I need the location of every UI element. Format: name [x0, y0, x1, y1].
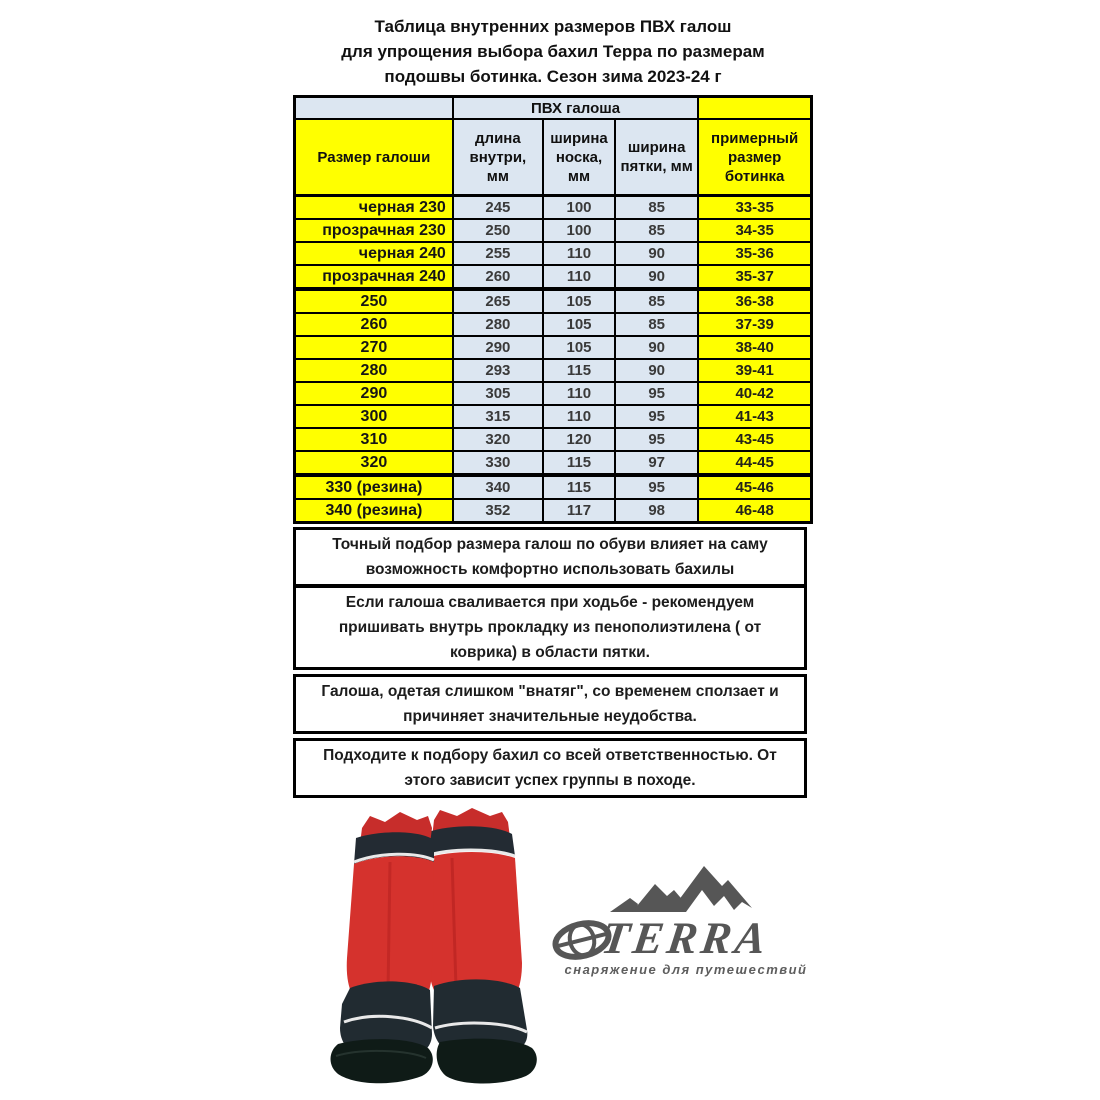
cell-boot-size: 41-43	[698, 405, 811, 428]
gaiter-right-leg	[426, 808, 537, 1084]
cell-heel-width: 90	[615, 336, 698, 359]
cell-length-inner: 330	[453, 451, 543, 475]
column-header-toe-width: ширина носка, мм	[543, 119, 615, 196]
cell-boot-size: 46-48	[698, 499, 811, 523]
cell-boot-size: 40-42	[698, 382, 811, 405]
gaiters-illustration	[322, 798, 547, 1093]
cell-toe-width: 100	[543, 219, 615, 242]
title-line-1: Таблица внутренних размеров ПВХ галош	[374, 17, 732, 36]
terra-logo	[552, 860, 812, 985]
cell-length-inner: 320	[453, 428, 543, 451]
column-header-heel-width: ширина пятки, мм	[615, 119, 698, 196]
table-row	[295, 451, 812, 475]
cell-length-inner: 280	[453, 313, 543, 336]
cell-boot-size: 36-38	[698, 289, 811, 313]
cell-heel-width: 97	[615, 451, 698, 475]
table-row	[295, 475, 812, 499]
cell-toe-width: 120	[543, 428, 615, 451]
table-row	[295, 359, 812, 382]
column-header-length-inner: длина внутри, мм	[453, 119, 543, 196]
table-row	[295, 219, 812, 242]
cell-length-inner: 293	[453, 359, 543, 382]
table-row	[295, 289, 812, 313]
cell-boot-size: 44-45	[698, 451, 811, 475]
cell-toe-width: 100	[543, 196, 615, 220]
cell-length-inner: 352	[453, 499, 543, 523]
cell-galosh-size: 320	[295, 451, 453, 475]
cell-boot-size: 43-45	[698, 428, 811, 451]
cell-galosh-size: 270	[295, 336, 453, 359]
cell-heel-width: 85	[615, 289, 698, 313]
cell-toe-width: 105	[543, 336, 615, 359]
mountains-icon	[610, 866, 752, 912]
gaiters-photo	[322, 798, 547, 1093]
column-header-size-label: Размер галоши	[295, 119, 453, 196]
cell-toe-width: 110	[543, 405, 615, 428]
cell-toe-width: 105	[543, 313, 615, 336]
cell-boot-size: 37-39	[698, 313, 811, 336]
cell-galosh-size: 290	[295, 382, 453, 405]
cell-galosh-size: 250	[295, 289, 453, 313]
table-row	[295, 242, 812, 265]
cell-heel-width: 85	[615, 313, 698, 336]
cell-heel-width: 98	[615, 499, 698, 523]
brand-name: TERRA	[598, 913, 774, 963]
cell-length-inner: 265	[453, 289, 543, 313]
cell-galosh-size: 280	[295, 359, 453, 382]
cell-heel-width: 95	[615, 382, 698, 405]
table-row	[295, 428, 812, 451]
cell-boot-size: 34-35	[698, 219, 811, 242]
cell-galosh-size: прозрачная 230	[295, 219, 453, 242]
cell-length-inner: 340	[453, 475, 543, 499]
table-column-header-row	[295, 119, 812, 196]
cell-heel-width: 90	[615, 242, 698, 265]
table-row	[295, 313, 812, 336]
column-header-boot-size: примерный размер ботинка	[698, 119, 811, 196]
cell-boot-size: 45-46	[698, 475, 811, 499]
cell-heel-width: 90	[615, 265, 698, 289]
title-line-3: подошвы ботинка. Сезон зима 2023-24 г	[384, 67, 722, 86]
brand-tagline: снаряжение для путешествий	[564, 962, 808, 977]
cell-heel-width: 85	[615, 196, 698, 220]
empty-header-cell-right	[698, 97, 811, 120]
cell-toe-width: 115	[543, 451, 615, 475]
cell-toe-width: 110	[543, 265, 615, 289]
cell-length-inner: 245	[453, 196, 543, 220]
notes-section	[293, 527, 813, 798]
cell-length-inner: 250	[453, 219, 543, 242]
cell-length-inner: 315	[453, 405, 543, 428]
cell-heel-width: 95	[615, 475, 698, 499]
table-row	[295, 265, 812, 289]
table-row	[295, 499, 812, 523]
cell-length-inner: 260	[453, 265, 543, 289]
size-table-body	[295, 196, 812, 523]
note-tight-fit-warning: Галоша, одетая слишком "внатяг", со временем сползает и причиняет значительные неудобства.	[293, 674, 807, 734]
note-fit-importance: Точный подбор размера галош по обуви влияет на саму возможность комфортно использовать бахилы	[293, 527, 807, 586]
note-padding-advice: Если галоша сваливается при ходьбе - рекомендуем пришивать внутрь прокладку из пенополиэтилена ( от коврика) в области пятки.	[293, 586, 807, 670]
cell-galosh-size: 310	[295, 428, 453, 451]
group-header-cell: ПВХ галоша	[453, 97, 698, 120]
cell-toe-width: 105	[543, 289, 615, 313]
cell-boot-size: 35-36	[698, 242, 811, 265]
cell-boot-size: 35-37	[698, 265, 811, 289]
cell-toe-width: 110	[543, 382, 615, 405]
cell-length-inner: 305	[453, 382, 543, 405]
table-row	[295, 196, 812, 220]
table-row	[295, 336, 812, 359]
table-row	[295, 382, 812, 405]
cell-heel-width: 90	[615, 359, 698, 382]
cell-galosh-size: прозрачная 240	[295, 265, 453, 289]
empty-header-cell-left	[295, 97, 453, 120]
cell-heel-width: 95	[615, 428, 698, 451]
cell-toe-width: 117	[543, 499, 615, 523]
cell-length-inner: 290	[453, 336, 543, 359]
cell-boot-size: 39-41	[698, 359, 811, 382]
cell-toe-width: 115	[543, 475, 615, 499]
cell-galosh-size: черная 240	[295, 242, 453, 265]
note-responsibility: Подходите к подбору бахил со всей ответственностью. От этого зависит успех группы в походе.	[293, 738, 807, 798]
gaiter-left-leg	[331, 812, 435, 1083]
table-row	[295, 405, 812, 428]
cell-galosh-size: 300	[295, 405, 453, 428]
cell-heel-width: 85	[615, 219, 698, 242]
cell-boot-size: 38-40	[698, 336, 811, 359]
cell-galosh-size: 340 (резина)	[295, 499, 453, 523]
cell-length-inner: 255	[453, 242, 543, 265]
cell-galosh-size: 330 (резина)	[295, 475, 453, 499]
cell-toe-width: 115	[543, 359, 615, 382]
cell-heel-width: 95	[615, 405, 698, 428]
sheet	[293, 14, 813, 798]
page-title	[293, 14, 813, 89]
size-table	[293, 95, 813, 524]
cell-toe-width: 110	[543, 242, 615, 265]
cell-galosh-size: черная 230	[295, 196, 453, 220]
cell-galosh-size: 260	[295, 313, 453, 336]
title-line-2: для упрощения выбора бахил Терра по размерам	[341, 42, 765, 61]
table-group-header-row	[295, 97, 812, 120]
cell-boot-size: 33-35	[698, 196, 811, 220]
